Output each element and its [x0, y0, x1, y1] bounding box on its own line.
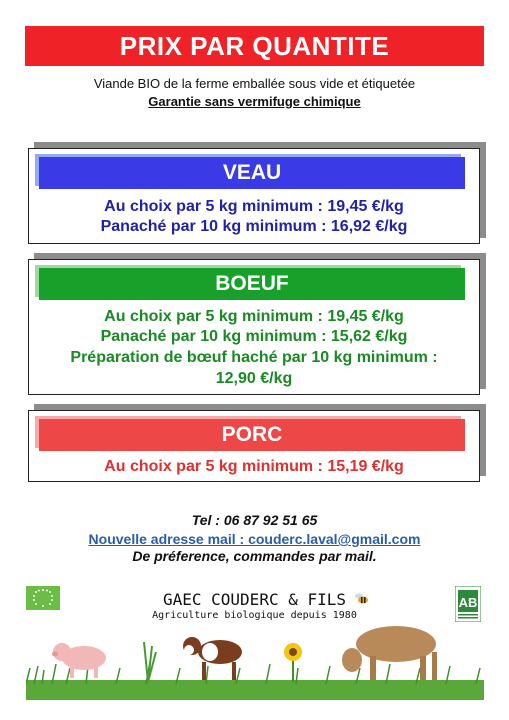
- calf-icon: [183, 637, 242, 680]
- farm-subtitle: Agriculture biologique depuis 1980: [152, 610, 357, 621]
- veau-header: VEAU: [39, 157, 465, 189]
- porc-header: PORC: [39, 419, 465, 451]
- veau-price-mixed: Panaché par 10 kg minimum : 16,92 €/kg: [100, 218, 408, 235]
- order-preference: De préference, commandes par mail.: [132, 548, 377, 564]
- boeuf-price-minced-value: 12,90 €/kg: [215, 370, 293, 387]
- porc-price-choice: Au choix par 5 kg minimum : 15,19 €/kg: [104, 458, 404, 475]
- sunflower-icon: [284, 643, 302, 682]
- grass-icon: [144, 642, 156, 682]
- ab-logo-text: AB: [458, 595, 478, 610]
- pig-icon: [52, 643, 106, 678]
- farm-name: GAEC COUDERC & FILS: [162, 590, 347, 609]
- guarantee-text: Garantie sans vermifuge chimique: [148, 94, 361, 109]
- farm-illustration: [26, 622, 484, 700]
- ab-logo-icon: [455, 586, 481, 622]
- porc-card: [28, 410, 480, 482]
- boeuf-price-minced: Préparation de bœuf haché par 10 kg minimum :: [70, 349, 438, 366]
- boeuf-card: [28, 259, 480, 395]
- phone-number: Tel : 06 87 92 51 65: [191, 512, 318, 528]
- veau-price-choice: Au choix par 5 kg minimum : 19,45 €/kg: [104, 198, 404, 215]
- boeuf-price-mixed: Panaché par 10 kg minimum : 15,62 €/kg: [100, 328, 408, 345]
- veau-card: [28, 148, 480, 244]
- subtitle: Viande BIO de la ferme emballée sous vide et étiquetée: [93, 76, 416, 91]
- email-link[interactable]: Nouvelle adresse mail : couderc.laval@gmail.com: [88, 531, 421, 547]
- cow-icon: [342, 626, 437, 680]
- page-title: PRIX PAR QUANTITE: [25, 26, 484, 66]
- boeuf-price-choice: Au choix par 5 kg minimum : 19,45 €/kg: [104, 308, 404, 325]
- boeuf-header: BOEUF: [39, 268, 465, 300]
